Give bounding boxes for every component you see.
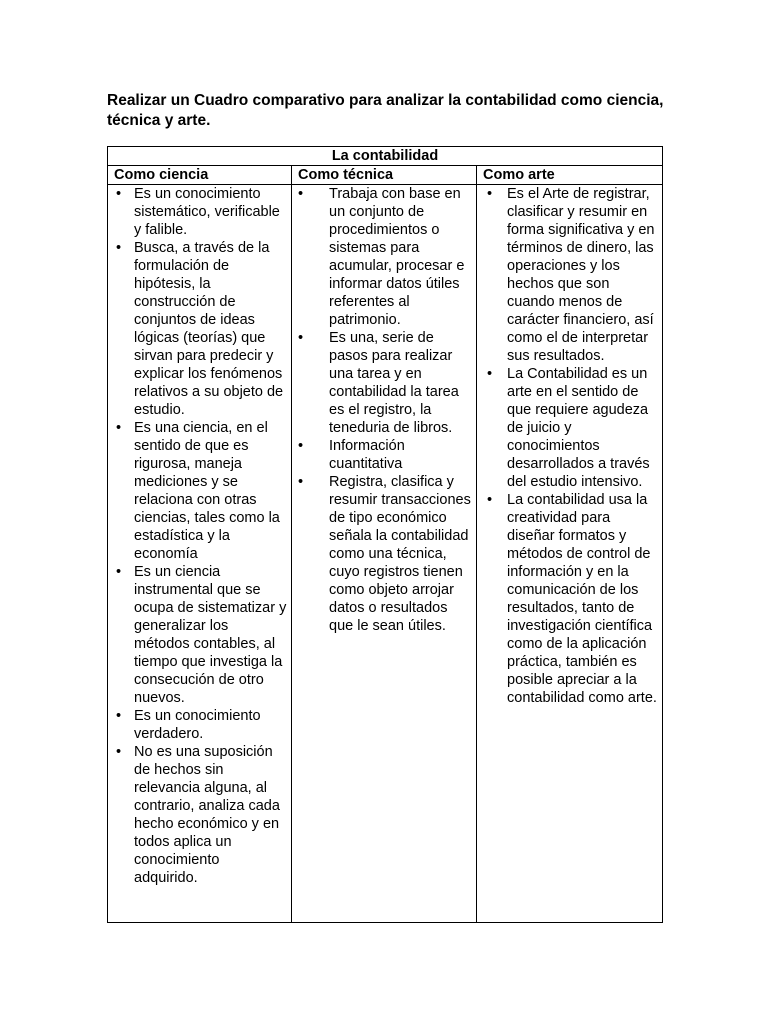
list-item-text: La contabilidad usa la creatividad para diseñar formatos y métodos de control de información y en la comunicación de los resultados, tanto de investigación científica como de la aplicación práctica, también es posible apreciar a la contabilidad como arte. [507, 492, 657, 706]
bullet-icon: • [487, 186, 493, 202]
header-row [108, 166, 663, 185]
list-item [108, 563, 291, 707]
caption-row [108, 147, 663, 166]
bullet-icon: • [487, 492, 493, 508]
bullet-icon: • [487, 366, 493, 382]
bullet-icon: • [298, 330, 304, 346]
list-item [292, 473, 476, 635]
body-row [108, 185, 663, 923]
bullet-icon: • [116, 564, 122, 580]
column-header-tecnica: Como técnica [292, 166, 477, 185]
bullet-icon: • [298, 438, 304, 454]
list-item [292, 185, 476, 329]
list-item-text: Información cuantitativa [329, 438, 405, 472]
list-item-text: Es el Arte de registrar, clasificar y resumir en forma significativa y en términos de dinero, las operaciones y los hechos que son cuando menos de carácter financiero, así como el de interpretar sus resultados. [507, 186, 655, 364]
column-body-ciencia [108, 185, 292, 923]
list-item-text: Trabaja con base en un conjunto de procedimientos o sistemas para acumular, procesar e informar datos útiles referentes al patrimonio. [329, 186, 465, 328]
column-body-arte [477, 185, 663, 923]
bullet-icon: • [116, 420, 122, 436]
list-item-text: No es una suposición de hechos sin relevancia alguna, al contrario, analiza cada hecho económico y en todos aplica un conocimiento adquirido. [134, 744, 280, 886]
list-item-text: Registra, clasifica y resumir transacciones de tipo económico señala la contabilidad como una técnica, cuyo registros tienen como objeto arrojar datos o resultados que le sean útiles. [329, 474, 471, 634]
bullet-icon: • [116, 744, 122, 760]
document-title: Realizar un Cuadro comparativo para analizar la contabilidad como ciencia, técnica y arte. [107, 92, 664, 129]
list-item [477, 185, 662, 365]
list-item [108, 239, 291, 419]
list-item [292, 437, 476, 473]
list-item [108, 419, 291, 563]
comparison-table [107, 146, 663, 923]
bullet-list-arte [477, 185, 662, 707]
list-item [108, 707, 291, 743]
table-caption: La contabilidad [108, 147, 663, 166]
list-item-text: Es una, serie de pasos para realizar una tarea y en contabilidad la tarea es el registro, la teneduria de libros. [329, 330, 459, 436]
column-header-arte: Como arte [477, 166, 663, 185]
bullet-list-ciencia [108, 185, 291, 887]
bullet-icon: • [116, 240, 122, 256]
list-item-text: Es un ciencia instrumental que se ocupa de sistematizar y generalizar los métodos contables, al tiempo que investiga la consecución de otro nuevos. [134, 564, 287, 706]
bullet-list-tecnica [292, 185, 476, 635]
bullet-icon: • [116, 708, 122, 724]
list-item-text: Busca, a través de la formulación de hipótesis, la construcción de conjuntos de ideas lógicas (teorías) que sirvan para predecir y explicar los fenómenos relativos a su objeto de estudio. [134, 240, 284, 418]
column-header-ciencia: Como ciencia [108, 166, 292, 185]
list-item [108, 743, 291, 887]
column-body-tecnica [292, 185, 477, 923]
list-item-text: Es un conocimiento sistemático, verificable y falible. [134, 186, 280, 238]
list-item-text: La Contabilidad es un arte en el sentido de que requiere agudeza de juicio y conocimientos desarrollados a través del estudio intensivo. [507, 366, 650, 490]
list-item [477, 491, 662, 707]
list-item-text: Es una ciencia, en el sentido de que es rigurosa, maneja mediciones y se relaciona con otras ciencias, tales como la estadística y la economía [134, 420, 280, 562]
bullet-icon: • [298, 186, 304, 202]
list-item [108, 185, 291, 239]
bullet-icon: • [298, 474, 304, 490]
bullet-icon: • [116, 186, 122, 202]
list-item [292, 329, 476, 437]
list-item-text: Es un conocimiento verdadero. [134, 708, 261, 742]
list-item [477, 365, 662, 491]
